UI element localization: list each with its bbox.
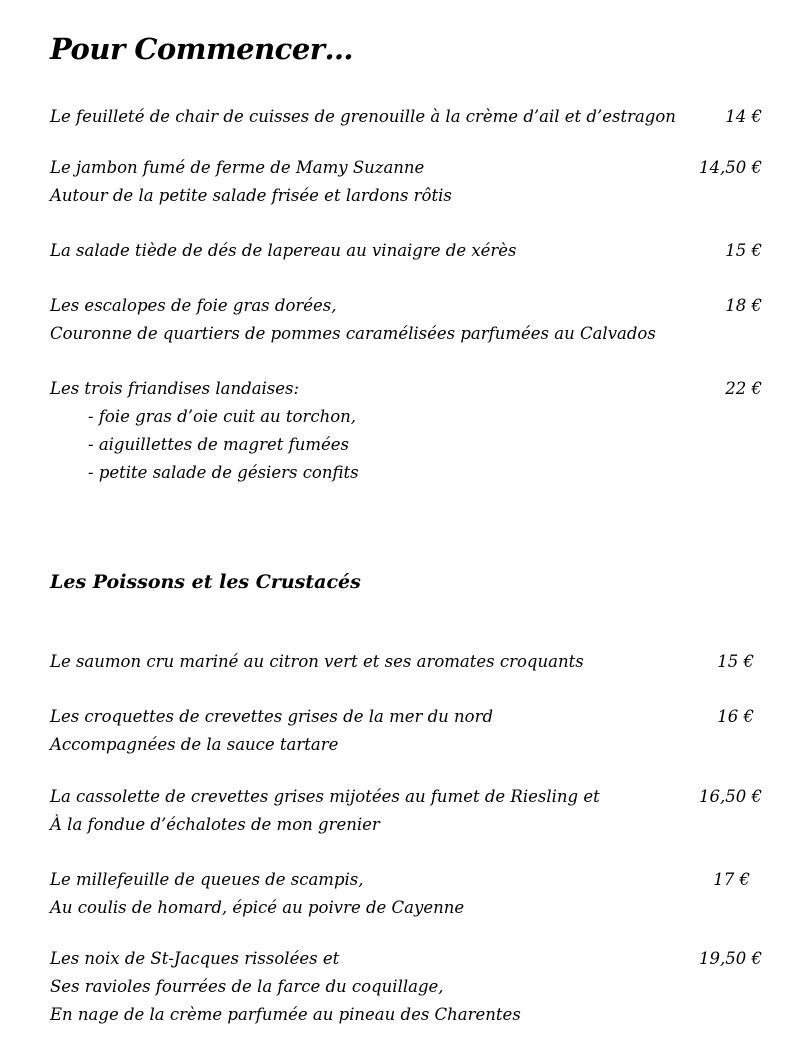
dish-price: 17 € [713, 870, 750, 889]
dish-line: Au coulis de homard, épicé au poivre de Cayenne [50, 898, 465, 917]
dish-line: Le feuilleté de chair de cuisses de grenouille à la crème d’ail et d’estragon [50, 107, 676, 126]
dish-price: 16 € [717, 707, 754, 726]
dish-price: 22 € [725, 379, 762, 398]
dish-line: Autour de la petite salade frisée et lardons rôtis [50, 186, 452, 205]
section-title-starters: Pour Commencer… [50, 32, 354, 66]
dish-line: À la fondue d’échalotes de mon grenier [50, 815, 380, 834]
dish-price: 14,50 € [699, 158, 762, 177]
menu-item [50, 103, 762, 131]
menu-item [50, 237, 762, 265]
dish-line: Les noix de St-Jacques rissolées et [50, 949, 340, 968]
dish-line: La salade tiède de dés de lapereau au vinaigre de xérès [50, 241, 517, 260]
dish-line: Les trois friandises landaises: [50, 379, 300, 398]
menu-item [50, 154, 762, 210]
dish-line: En nage de la crème parfumée au pineau des Charentes [50, 1005, 521, 1024]
dish-line: Les croquettes de crevettes grises de la mer du nord [50, 707, 494, 726]
menu-item [50, 945, 762, 1029]
section-title-seafood: Les Poissons et les Crustacés [50, 571, 361, 593]
dish-sub-line: - petite salade de gésiers confits [88, 463, 359, 482]
dish-sub-line: - foie gras d’oie cuit au torchon, [88, 407, 357, 426]
dish-line: Le millefeuille de queues de scampis, [50, 870, 364, 889]
dish-price: 19,50 € [699, 949, 762, 968]
dish-sub-line: - aiguillettes de magret fumées [88, 435, 349, 454]
dish-line: Couronne de quartiers de pommes caramélisées parfumées au Calvados [50, 324, 656, 343]
dish-price: 15 € [725, 241, 762, 260]
dish-price: 14 € [725, 107, 762, 126]
dish-line: La cassolette de crevettes grises mijotées au fumet de Riesling et [50, 787, 600, 806]
menu-item [50, 375, 762, 487]
dish-line: Ses ravioles fourrées de la farce du coquillage, [50, 977, 444, 996]
dish-line: Les escalopes de foie gras dorées, [50, 296, 337, 315]
dish-price: 18 € [725, 296, 762, 315]
menu-item [50, 703, 762, 759]
menu-item [50, 783, 762, 839]
dish-price: 15 € [717, 652, 754, 671]
menu-item [50, 292, 762, 348]
menu-item [50, 866, 762, 922]
dish-price: 16,50 € [699, 787, 762, 806]
dish-line: Accompagnées de la sauce tartare [50, 735, 339, 754]
dish-line: Le saumon cru mariné au citron vert et ses aromates croquants [50, 652, 584, 671]
dish-line: Le jambon fumé de ferme de Mamy Suzanne [50, 158, 425, 177]
menu-item [50, 648, 762, 676]
